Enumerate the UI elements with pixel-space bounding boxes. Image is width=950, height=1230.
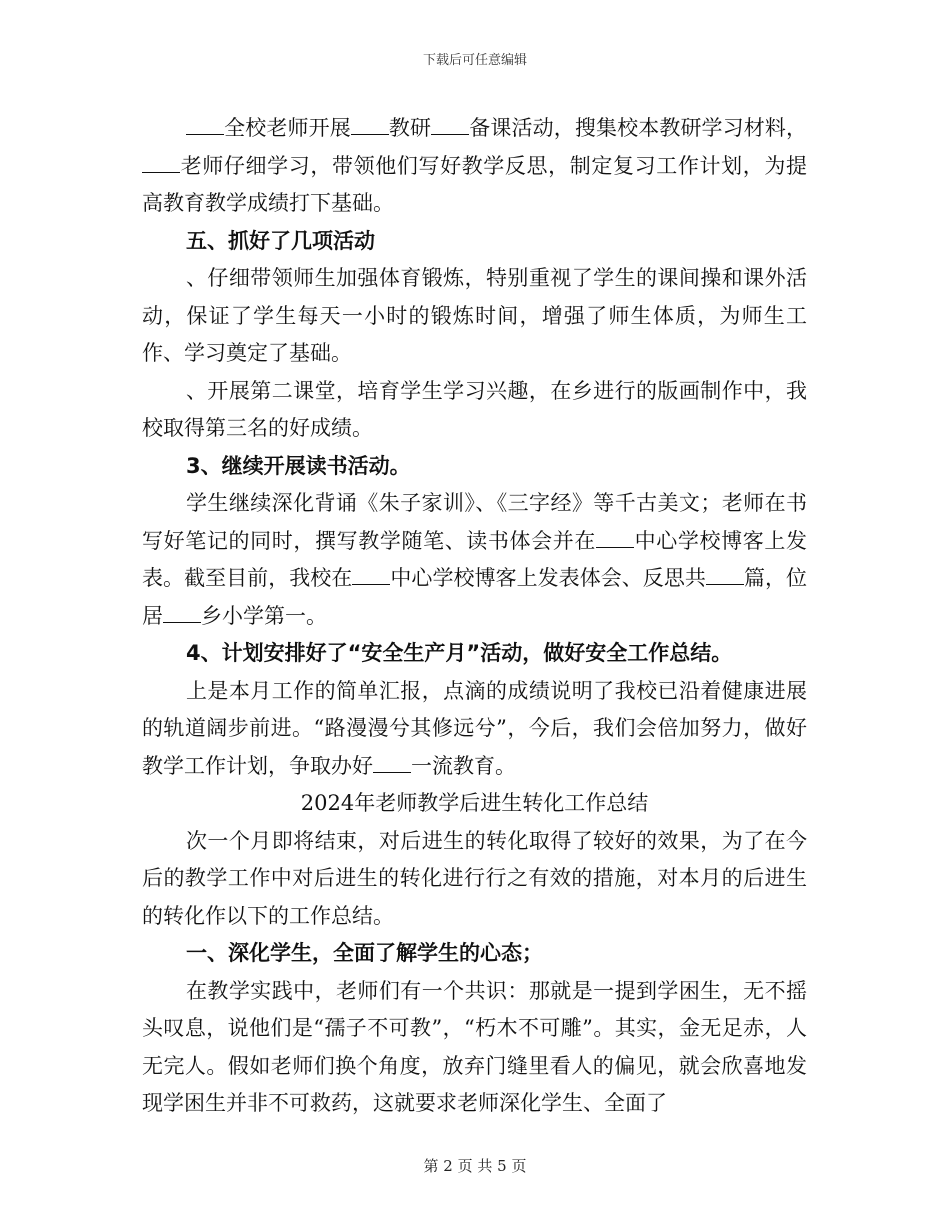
blank-line: [351, 116, 389, 135]
blank-line: [706, 566, 744, 585]
paragraph-teaching-research: 全校老师开展 教研 备课活动，搜集校本教研学习材料，老师仔细学习，带领他们写好教学反思，制定复习工作计划，为提高教育教学成绩打下基础。: [142, 116, 808, 215]
paragraph-teaching-practice: 在教学实践中，老师们有一个共识：那就是一提到学困生，无不摇头叹息，说他们是“孺子不可教”，“朽木不可雕”。其实，金无足赤，人无完人。假如老师们换个角度，放弃门缝里看人的偏见，就会欣喜地发现学困生并非不可救药，这就要求老师深化学生、全面了: [142, 978, 807, 1115]
section-heading-safety: 4、计划安排好了“安全生产月”活动，做好安全工作总结。: [186, 641, 733, 665]
blank-line: [142, 154, 180, 173]
paragraph-physical-exercise: 、仔细带领师生加强体育锻炼，特别重视了学生的课间操和课外活动，保证了学生每天一小时的锻炼时间，增强了师生体质，为师生工作、学习奠定了基础。: [142, 266, 807, 365]
page-footer: 第 2 页 共 5 页: [423, 1157, 527, 1175]
section-heading-activities: 五、抓好了几项活动: [186, 228, 375, 253]
blank-line: [373, 754, 411, 773]
blank-line: [186, 116, 224, 135]
blank-line: [352, 566, 390, 585]
paragraph-reading-activity: 学生继续深化背诵《朱子家训》、《三字经》等千古美文；老师在书写好笔记的同时，撰写教学随笔、读书体会并在 中心学校博客上发表。截至目前，我校在 中心学校博客上发表体会、反思共 篇，位居 乡小学第一。: [142, 491, 808, 628]
section-heading-understand-students: 一、深化学生，全面了解学生的心态；: [186, 941, 543, 965]
document-body: [142, 110, 807, 1123]
paragraph-intro: 次一个月即将结束，对后进生的转化取得了较好的效果，为了在今后的教学工作中对后进生的转化进行行之有效的措施，对本月的后进生的转化作以下的工作总结。: [142, 828, 807, 928]
section-heading-reading: 3、继续开展读书活动。: [186, 453, 411, 478]
page-header: 下载后可任意编辑: [422, 53, 527, 68]
document-title: 2024年老师教学后进生转化工作总结: [300, 791, 649, 815]
paragraph-second-classroom: 、开展第二课堂，培育学生学习兴趣，在乡进行的版画制作中，我校取得第三名的好成绩。: [142, 378, 807, 440]
blank-line: [163, 604, 201, 623]
paragraph-summary: 上是本月工作的简单汇报，点滴的成绩说明了我校已沿着健康进展的轨道阔步前进。“路漫漫兮其修远兮”，今后，我们会倍加努力，做好教学工作计划，争取办好 一流教育。: [142, 678, 807, 778]
blank-line: [431, 116, 469, 135]
blank-line: [596, 529, 634, 548]
